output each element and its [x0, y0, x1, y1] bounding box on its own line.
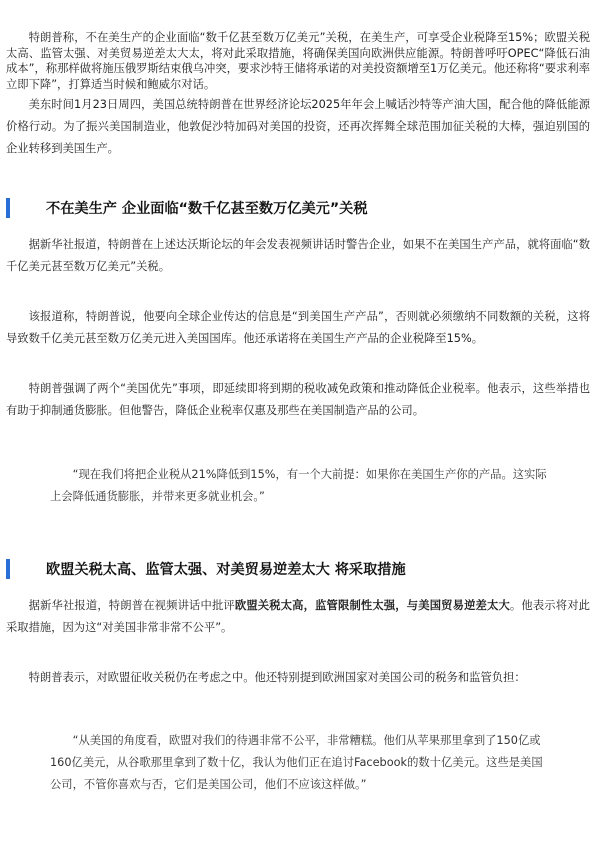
section2-p1-after: 。他表示将对此采取措施，因为这“对美国非常非常不公平”。 [6, 599, 590, 634]
section-heading-2-text: 欧盟关税太高、监管太强、对美贸易逆差太大 将采取措施 [46, 562, 406, 578]
section-heading-1-text: 不在美生产 企业面临“数千亿甚至数万亿美元”关税 [46, 201, 368, 217]
section1-paragraph-1: 据新华社报道，特朗普在上述达沃斯论坛的年会发表视频讲话时警告企业，如果不在美国生产产品，就将面临“数千亿美元甚至数万亿美元”关税。 [6, 238, 590, 273]
section1-paragraph-3: 特朗普强调了两个“美国优先”事项，即延续即将到期的税收减免政策和推动降低企业税率。他表示，这些举措也有助于抑制通货膨胀。但他警告，降低企业税率仅惠及那些在美国制造产品的公司。 [6, 382, 590, 417]
heading-accent-bar [6, 559, 10, 579]
intro-paragraph-2: 美东时间1月23日周四，美国总统特朗普在世界经济论坛2025年年会上喊话沙特等产油大国，配合他的降低能源价格行动。为了振兴美国制造业，他敦促沙特加码对美国的投资，还再次挥舞全球范围加征关税的大棒，强迫别国的企业转移到美国生产。 [6, 98, 590, 155]
intro-paragraph-1: 特朗普称，不在美生产的企业面临“数千亿甚至数万亿美元”关税，在美生产，可享受企业税降至15%；欧盟关税太高、监管太强、对美贸易逆差太大太，将对此采取措施，将确保美国向欧洲供应能源。特朗普呼吁OPEC“降低石油成本”，称那样做将施压俄罗斯结束俄乌冲突，要求沙特王储将承诺的对美投资额增至1万亿美元。他还称将“要求利率立即下降”，打算适当时候和鲍威尔对话。 [6, 31, 590, 91]
section1-paragraph-2: 该报道称，特朗普说，他要向全球企业传达的信息是“到美国生产产品”，否则就必须缴纳不同数额的关税，这将导致数千亿美元甚至数万亿美元进入美国国库。他还承诺将在美国生产产品的企业税降至15%。 [6, 310, 590, 345]
section2-paragraph-1 [6, 595, 590, 639]
section2-p1-bold: 欧盟关税太高，监管限制性太强，与美国贸易逆差太大 [234, 599, 510, 612]
section-heading-2 [6, 558, 590, 580]
section1-quote: “现在我们将把企业税从21%降低到15%，有一个大前提：如果你在美国生产你的产品。这实际上会降低通货膨胀，并带来更多就业机会。” [50, 468, 547, 503]
section2-quote: “从美国的角度看，欧盟对我们的待遇非常不公平，非常糟糕。他们从苹果那里拿到了150亿或160亿美元，从谷歌那里拿到了数十亿，我认为他们正在追讨Facebook的数十亿美元。这些是美国公司，不管你喜欢与否，它们是美国公司，他们不应该这样做。” [50, 734, 543, 791]
section-heading-1 [6, 197, 590, 219]
section2-paragraph-2: 特朗普表示，对欧盟征收关税仍在考虑之中。他还特别提到欧洲国家对美国公司的税务和监管负担： [28, 671, 526, 684]
section2-p1-before: 据新华社报道，特朗普在视频讲话中批评 [28, 599, 235, 612]
heading-accent-bar [6, 198, 10, 218]
